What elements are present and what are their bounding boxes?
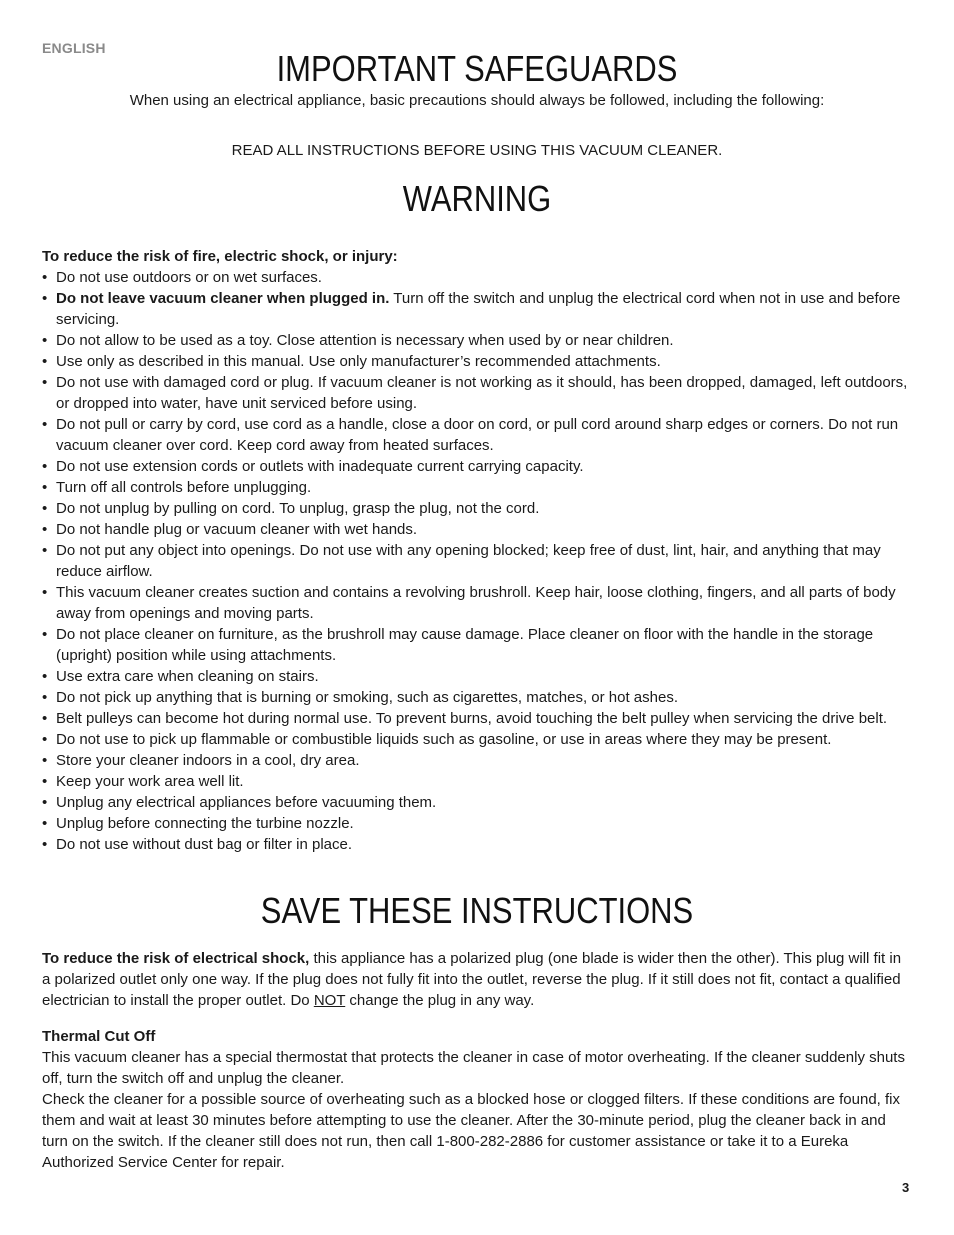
warning-item <box>42 267 912 288</box>
warning-item-text: Use extra care when cleaning on stairs. <box>56 668 319 685</box>
warning-item-text: Do not put any object into openings. Do not use with any opening blocked; keep free of dust, lint, hair, and anything that may reduce airflow. <box>56 542 881 580</box>
intro-text: When using an electrical appliance, basic precautions should always be followed, including the following: <box>129 92 825 109</box>
warning-item-text: Do not place cleaner on furniture, as the brushroll may cause damage. Place cleaner on floor with the handle in the storage (upright) position while using attachments. <box>56 626 874 664</box>
thermal-heading-text: Thermal Cut Off <box>42 1028 156 1045</box>
warning-item-text: Unplug any electrical appliances before vacuuming them. <box>56 794 437 811</box>
warning-item <box>42 687 912 708</box>
warning-item-text: Unplug before connecting the turbine nozzle. <box>56 815 354 832</box>
warning-list <box>42 267 912 855</box>
heading-save-instructions: SAVE THESE INSTRUCTIONS <box>260 890 694 931</box>
language-label: ENGLISH <box>42 40 106 56</box>
warning-item <box>42 834 912 855</box>
warning-item <box>42 624 912 666</box>
warning-item <box>42 372 912 414</box>
warning-item <box>42 708 912 729</box>
warning-item-text: Do not use without dust bag or filter in place. <box>56 836 353 853</box>
warning-item-text: Do not use extension cords or outlets with inadequate current carrying capacity. <box>56 458 584 475</box>
polarized-plug-paragraph <box>42 948 912 1011</box>
polarized-text: this appliance has a polarized plug (one blade is wider then the other). This plug will fit in a polarized outlet only one way. If the plug does not fully fit into the outlet, reverse the plug. If it still does not fit, contact a qualified electrician to install the proper outlet. Do <box>42 950 902 1009</box>
polarized-not: NOT <box>313 992 346 1009</box>
polarized-lead: To reduce the risk of electrical shock, <box>42 950 310 967</box>
warning-item <box>42 414 912 456</box>
warning-item-text: Keep your work area well lit. <box>56 773 244 790</box>
warning-item <box>42 351 912 372</box>
heading-important-safeguards: IMPORTANT SAFEGUARDS <box>276 48 678 89</box>
warning-item-bold: Do not leave vacuum cleaner when plugged in. <box>56 290 390 307</box>
warning-item <box>42 477 912 498</box>
warning-item-text: Turn off the switch and unplug the electrical cord when not in use and before servicing. <box>56 290 901 328</box>
warning-item <box>42 750 912 771</box>
warning-item-text: Turn off all controls before unplugging. <box>56 479 312 496</box>
warning-item <box>42 582 912 624</box>
warning-item-text: This vacuum cleaner creates suction and contains a revolving brushroll. Keep hair, loose clothing, fingers, and all parts of body away from openings and moving parts. <box>56 584 896 622</box>
warning-item-text: Store your cleaner indoors in a cool, dry area. <box>56 752 360 769</box>
warning-section <box>42 246 912 855</box>
read-all-instructions: READ ALL INSTRUCTIONS BEFORE USING THIS VACUUM CLEANER. <box>231 142 723 159</box>
warning-item-text: Do not handle plug or vacuum cleaner with wet hands. <box>56 521 418 538</box>
thermal-paragraph-1: This vacuum cleaner has a special thermostat that protects the cleaner in case of motor overheating. If the cleaner suddenly shuts off, turn the switch off and unplug the cleaner. <box>42 1049 905 1087</box>
polarized-text-end: change the plug in any way. <box>345 992 535 1009</box>
warning-item <box>42 729 912 750</box>
warning-item <box>42 792 912 813</box>
thermal-paragraph-2: Check the cleaner for a possible source of overheating such as a blocked hose or clogged filters. If these conditions are found, fix them and wait at least 30 minutes before attempting to use the cleaner. After the 30-minute period, plug the cleaner back in and turn on the switch. If the cleaner still does not run, then call 1-800-282-2886 for customer assistance or take it to a Eureka Authorized Service Center for repair. <box>42 1091 900 1171</box>
warning-item-text: Do not unplug by pulling on cord. To unplug, grasp the plug, not the cord. <box>56 500 540 517</box>
warning-item-text: Belt pulleys can become hot during normal use. To prevent burns, avoid touching the belt pulley when servicing the drive belt. <box>56 710 888 727</box>
thermal-heading <box>42 1026 912 1047</box>
save-section <box>42 948 912 1173</box>
warning-item <box>42 540 912 582</box>
warning-item <box>42 666 912 687</box>
warning-item-text: Do not allow to be used as a toy. Close attention is necessary when used by or near children. <box>56 332 674 349</box>
warning-item-text: Do not use to pick up flammable or combustible liquids such as gasoline, or use in areas where they may be present. <box>56 731 832 748</box>
warning-item <box>42 771 912 792</box>
warning-item <box>42 498 912 519</box>
warning-item <box>42 813 912 834</box>
warning-item-text: Use only as described in this manual. Use only manufacturer’s recommended attachments. <box>56 353 661 370</box>
warning-lead: To reduce the risk of fire, electric shock, or injury: <box>42 248 398 265</box>
warning-item <box>42 330 912 351</box>
warning-item-text: Do not use outdoors or on wet surfaces. <box>56 269 322 286</box>
warning-item <box>42 456 912 477</box>
warning-item-text: Do not use with damaged cord or plug. If vacuum cleaner is not working as it should, has been dropped, damaged, left outdoors, or dropped into water, have unit serviced before using. <box>56 374 908 412</box>
warning-item-text: Do not pull or carry by cord, use cord as a handle, close a door on cord, or pull cord around sharp edges or corners. Do not run vacuum cleaner over cord. Keep cord away from heated surfaces. <box>56 416 899 454</box>
warning-item <box>42 288 912 330</box>
warning-item <box>42 519 912 540</box>
warning-item-text: Do not pick up anything that is burning or smoking, such as cigarettes, matches, or hot ashes. <box>56 689 678 706</box>
page-number: 3 <box>902 1180 910 1195</box>
heading-warning: WARNING <box>402 178 552 219</box>
